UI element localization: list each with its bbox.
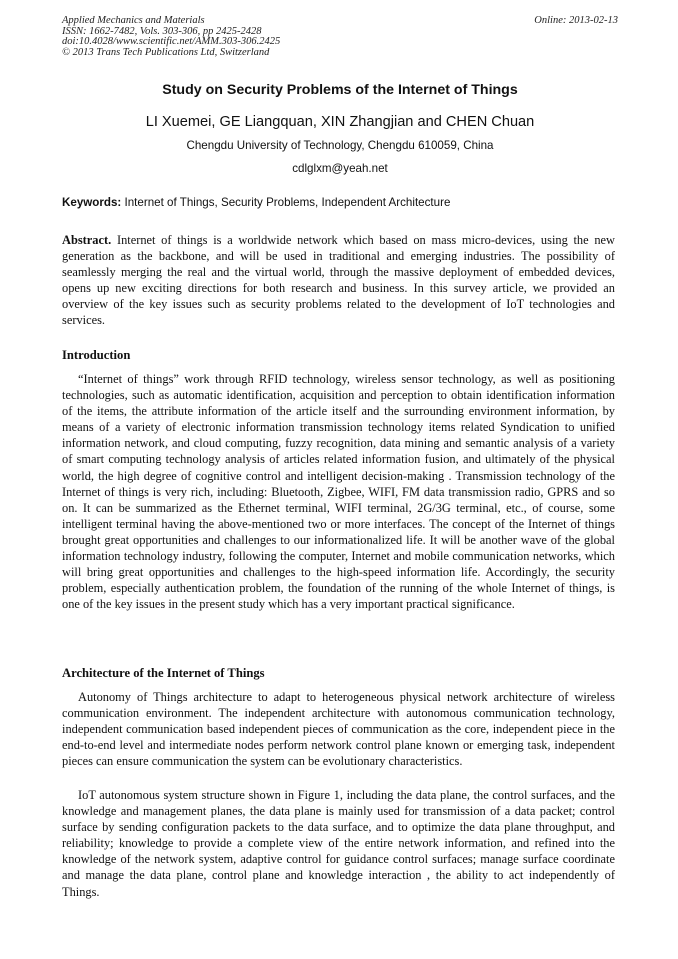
- keywords-label: Keywords:: [62, 196, 122, 209]
- author-email: cdlglxm@yeah.net: [292, 162, 388, 175]
- section-heading-architecture: Architecture of the Internet of Things: [62, 666, 265, 680]
- affiliation: Chengdu University of Technology, Chengdu 610059, China: [186, 139, 494, 152]
- abstract-text: Internet of things is a worldwide network which based on mass micro-devices, using the new generation as the backbone, and will be used in traditional and emerging industries. The possibility of seamlessly merging the real and the virtual world, through the massive deployment of embedded devices, opens up new exciting directions for both research and business. In this survey article, we provided an overview of the key issues such as security problems related to the development of IoT technologies and services.: [62, 233, 615, 328]
- architecture-paragraph-1: Autonomy of Things architecture to adapt to heterogeneous physical network architecture of wireless communication environment. The independent architecture with autonomous communication technology, independent communication based independent pieces of communication as the core, independent piece in the end-to-end level and intermediate nodes perform network control plane known or emerging task, independent pieces can ensure communication the system can be evolutionary characteristics.: [62, 690, 615, 769]
- paper-title: Study on Security Problems of the Internet of Things: [162, 82, 518, 98]
- keywords-text: Internet of Things, Security Problems, Independent Architecture: [124, 196, 451, 209]
- abstract: [62, 232, 615, 329]
- section-heading-introduction: Introduction: [62, 348, 131, 362]
- keywords: [62, 196, 618, 209]
- copyright-line: © 2013 Trans Tech Publications Ltd, Switzerland: [62, 46, 270, 58]
- journal-header: [62, 16, 618, 58]
- online-date: Online: 2013-02-13: [534, 15, 618, 26]
- journal-name: Applied Mechanics and Materials: [62, 15, 205, 26]
- issn-line: ISSN: 1662-7482, Vols. 303-306, pp 2425-2428: [62, 25, 262, 37]
- abstract-label: Abstract.: [62, 233, 112, 247]
- author-list: LI Xuemei, GE Liangquan, XIN Zhangjian and CHEN Chuan: [145, 114, 535, 130]
- doi-line: doi:10.4028/www.scientific.net/AMM.303-306.2425: [62, 36, 281, 48]
- introduction-paragraph: “Internet of things” work through RFID technology, wireless sensor technology, as well as positioning technologies, such as automatic identification, acquisition and perception to obtain identification information of the items, the attribute information of the article itself and the surrounding environment information, by means of a variety of electronic information transmission technology items related Syndication to unified information network, and cloud computing, fuzzy recognition, data mining and semantic analysis of a variety of smart computing technology analysis of articles related information fusion, and ultimately of the physical world, the high degree of cognitive control and intelligent decision-making . Transmission technology of the Internet of things is very rich, including: Bluetooth, Zigbee, WIFI, FM data transmission radio, GPRS and so on. It can be summarized as the Ethernet terminal, WIFI terminal, 2G/3G terminal, etc., of course, some intelligent terminal having the above-mentioned two or more interfaces. The concept of the Internet of things brought great opportunities and challenges to our informationalized life. It will be another wave of the global information technology industry, following the computer, Internet and mobile communication networks, which will bring great opportunities and challenges to the high-speed information life. Accordingly, the security problem, especially authentication problem, the foundation of the running of the whole Internet of things, is one of the key issues in the present study which has a very important practical significance.: [62, 372, 615, 612]
- architecture-paragraph-2: IoT autonomous system structure shown in Figure 1, including the data plane, the control surfaces, and the knowledge and management planes, the data plane is mainly used for transmission of a data packet; control surface by sending configuration packets to the data surface, and to optimize the data plane throughput, and reliability; knowledge to provide a complete view of the entire network information, and refined into the knowledge of the network system, adaptive control for guidance control surfaces; manage surface coordinate and manage the data plane, control plane and knowledge interaction , the ability to act independently of Things.: [62, 788, 615, 899]
